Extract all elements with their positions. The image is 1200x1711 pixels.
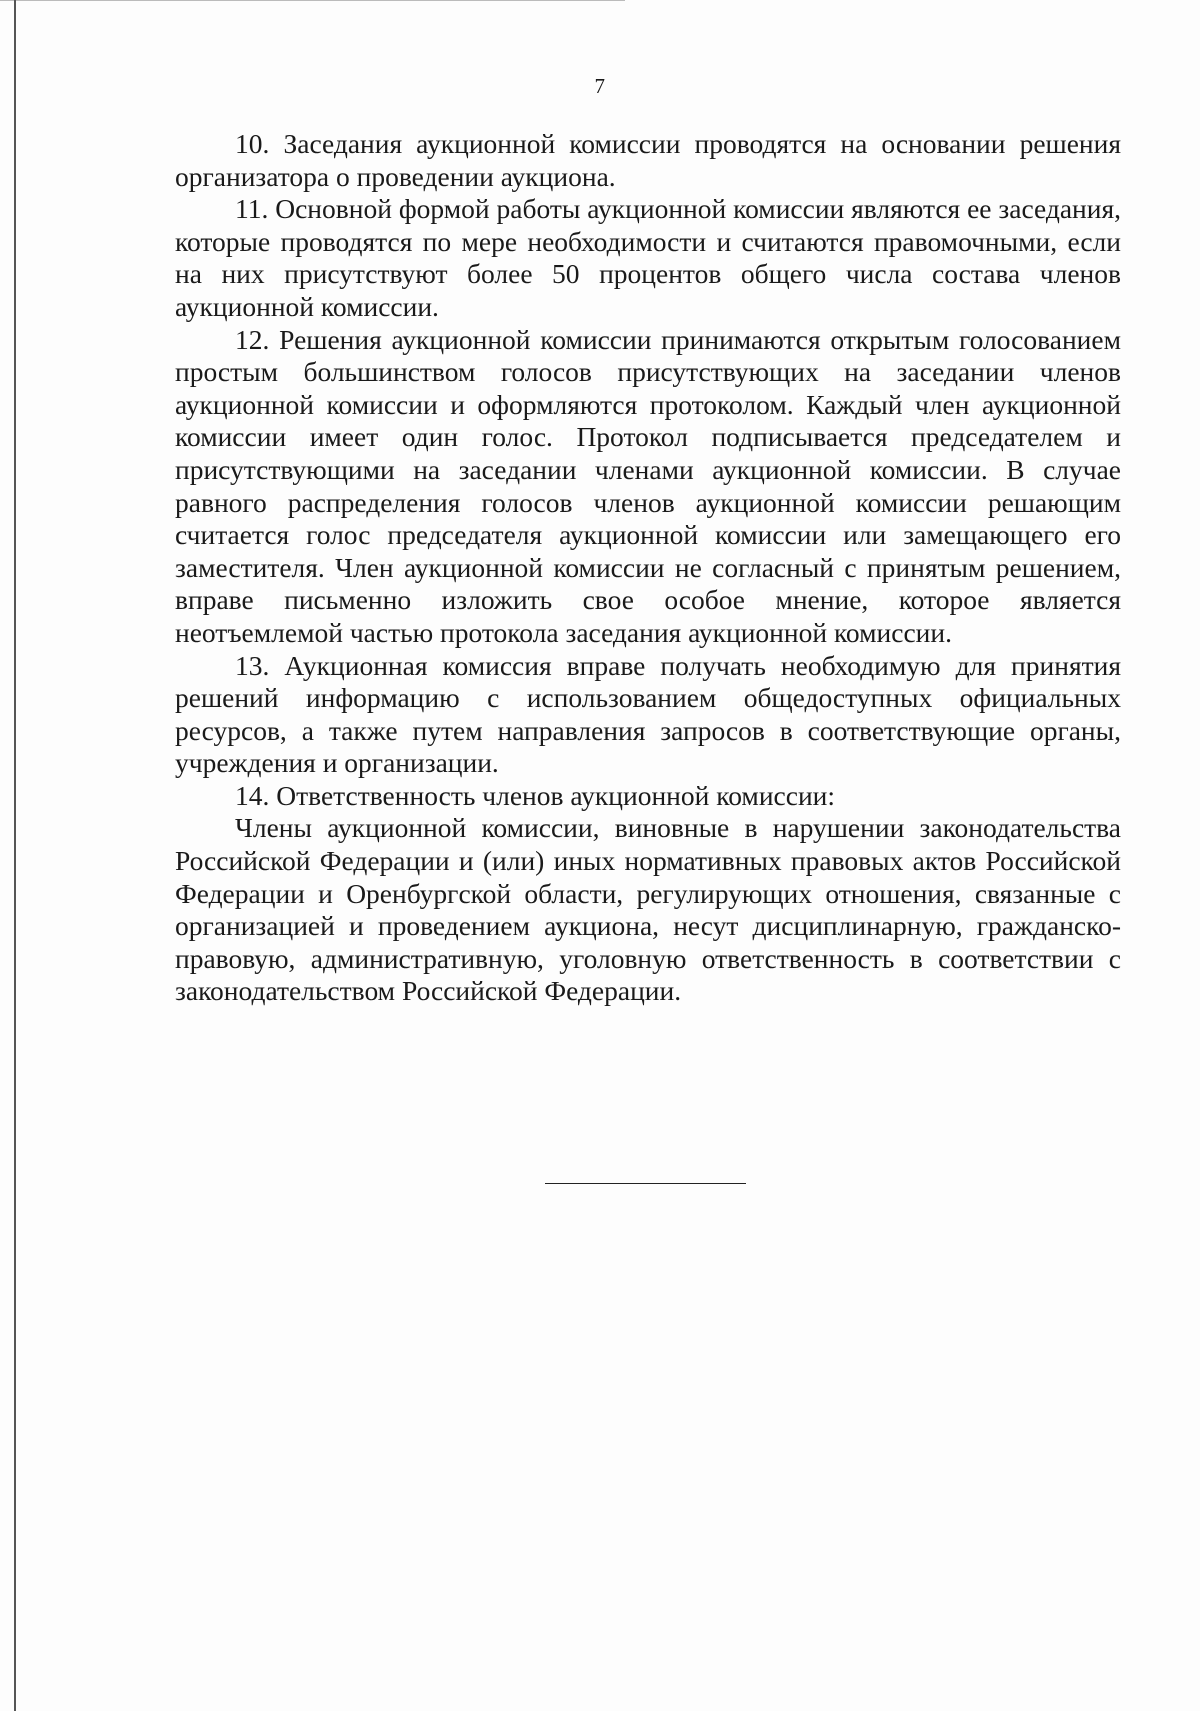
paragraph-12: 12. Решения аукционной комиссии принимаются открытым голосованием простым большинством голосов присутствующих на заседании членов аукционной комиссии и оформляются протоколом. Каждый член аукционной комиссии имеет один голос. Протокол подписывается председателем и присутствующими на заседании членами аукционной комиссии. В случае равного распределения голосов членов аукционной комиссии решающим считается голос председателя аукционной комиссии или замещающего его заместителя. Член аукционной комиссии не согласный с принятым решением, вправе письменно изложить свое особое мнение, которое является неотъемлемой частью протокола заседания аукционной комиссии. — [175, 323, 1121, 648]
paragraph-14-body: Члены аукционной комиссии, виновные в нарушении законодательства Российской Федерации и (или) иных нормативных правовых актов Российской Федерации и Оренбургской области, регулирующих отношения, связанные с организацией и проведением аукциона, несут дисциплинарную, гражданско-правовую, административную, уголовную ответственность в соответствии с законодательством Российской Федерации. — [175, 812, 1121, 1007]
page-number: 7 — [594, 74, 606, 98]
paragraph-10: 10. Заседания аукционной комиссии проводятся на основании решения организатора о проведении аукциона. — [175, 128, 1121, 192]
scan-edge-left — [14, 0, 16, 1711]
paragraph-13: 13. Аукционная комиссия вправе получать необходимую для принятия решений информацию с использованием общедоступных официальных ресурсов, а также путем направления запросов в соответствующие органы, учреждения и организации. — [175, 649, 1121, 779]
scan-edge-top — [0, 0, 625, 1]
end-of-document-rule — [545, 1183, 746, 1184]
paragraph-14-heading: 14. Ответственность членов аукционной комиссии: — [235, 779, 836, 811]
document-body — [175, 128, 1121, 1008]
paragraph-11: 11. Основной формой работы аукционной комиссии являются ее заседания, которые проводятся по мере необходимости и считаются правомочными, если на них присутствуют более 50 процентов общего числа состава членов аукционной комиссии. — [175, 193, 1121, 322]
